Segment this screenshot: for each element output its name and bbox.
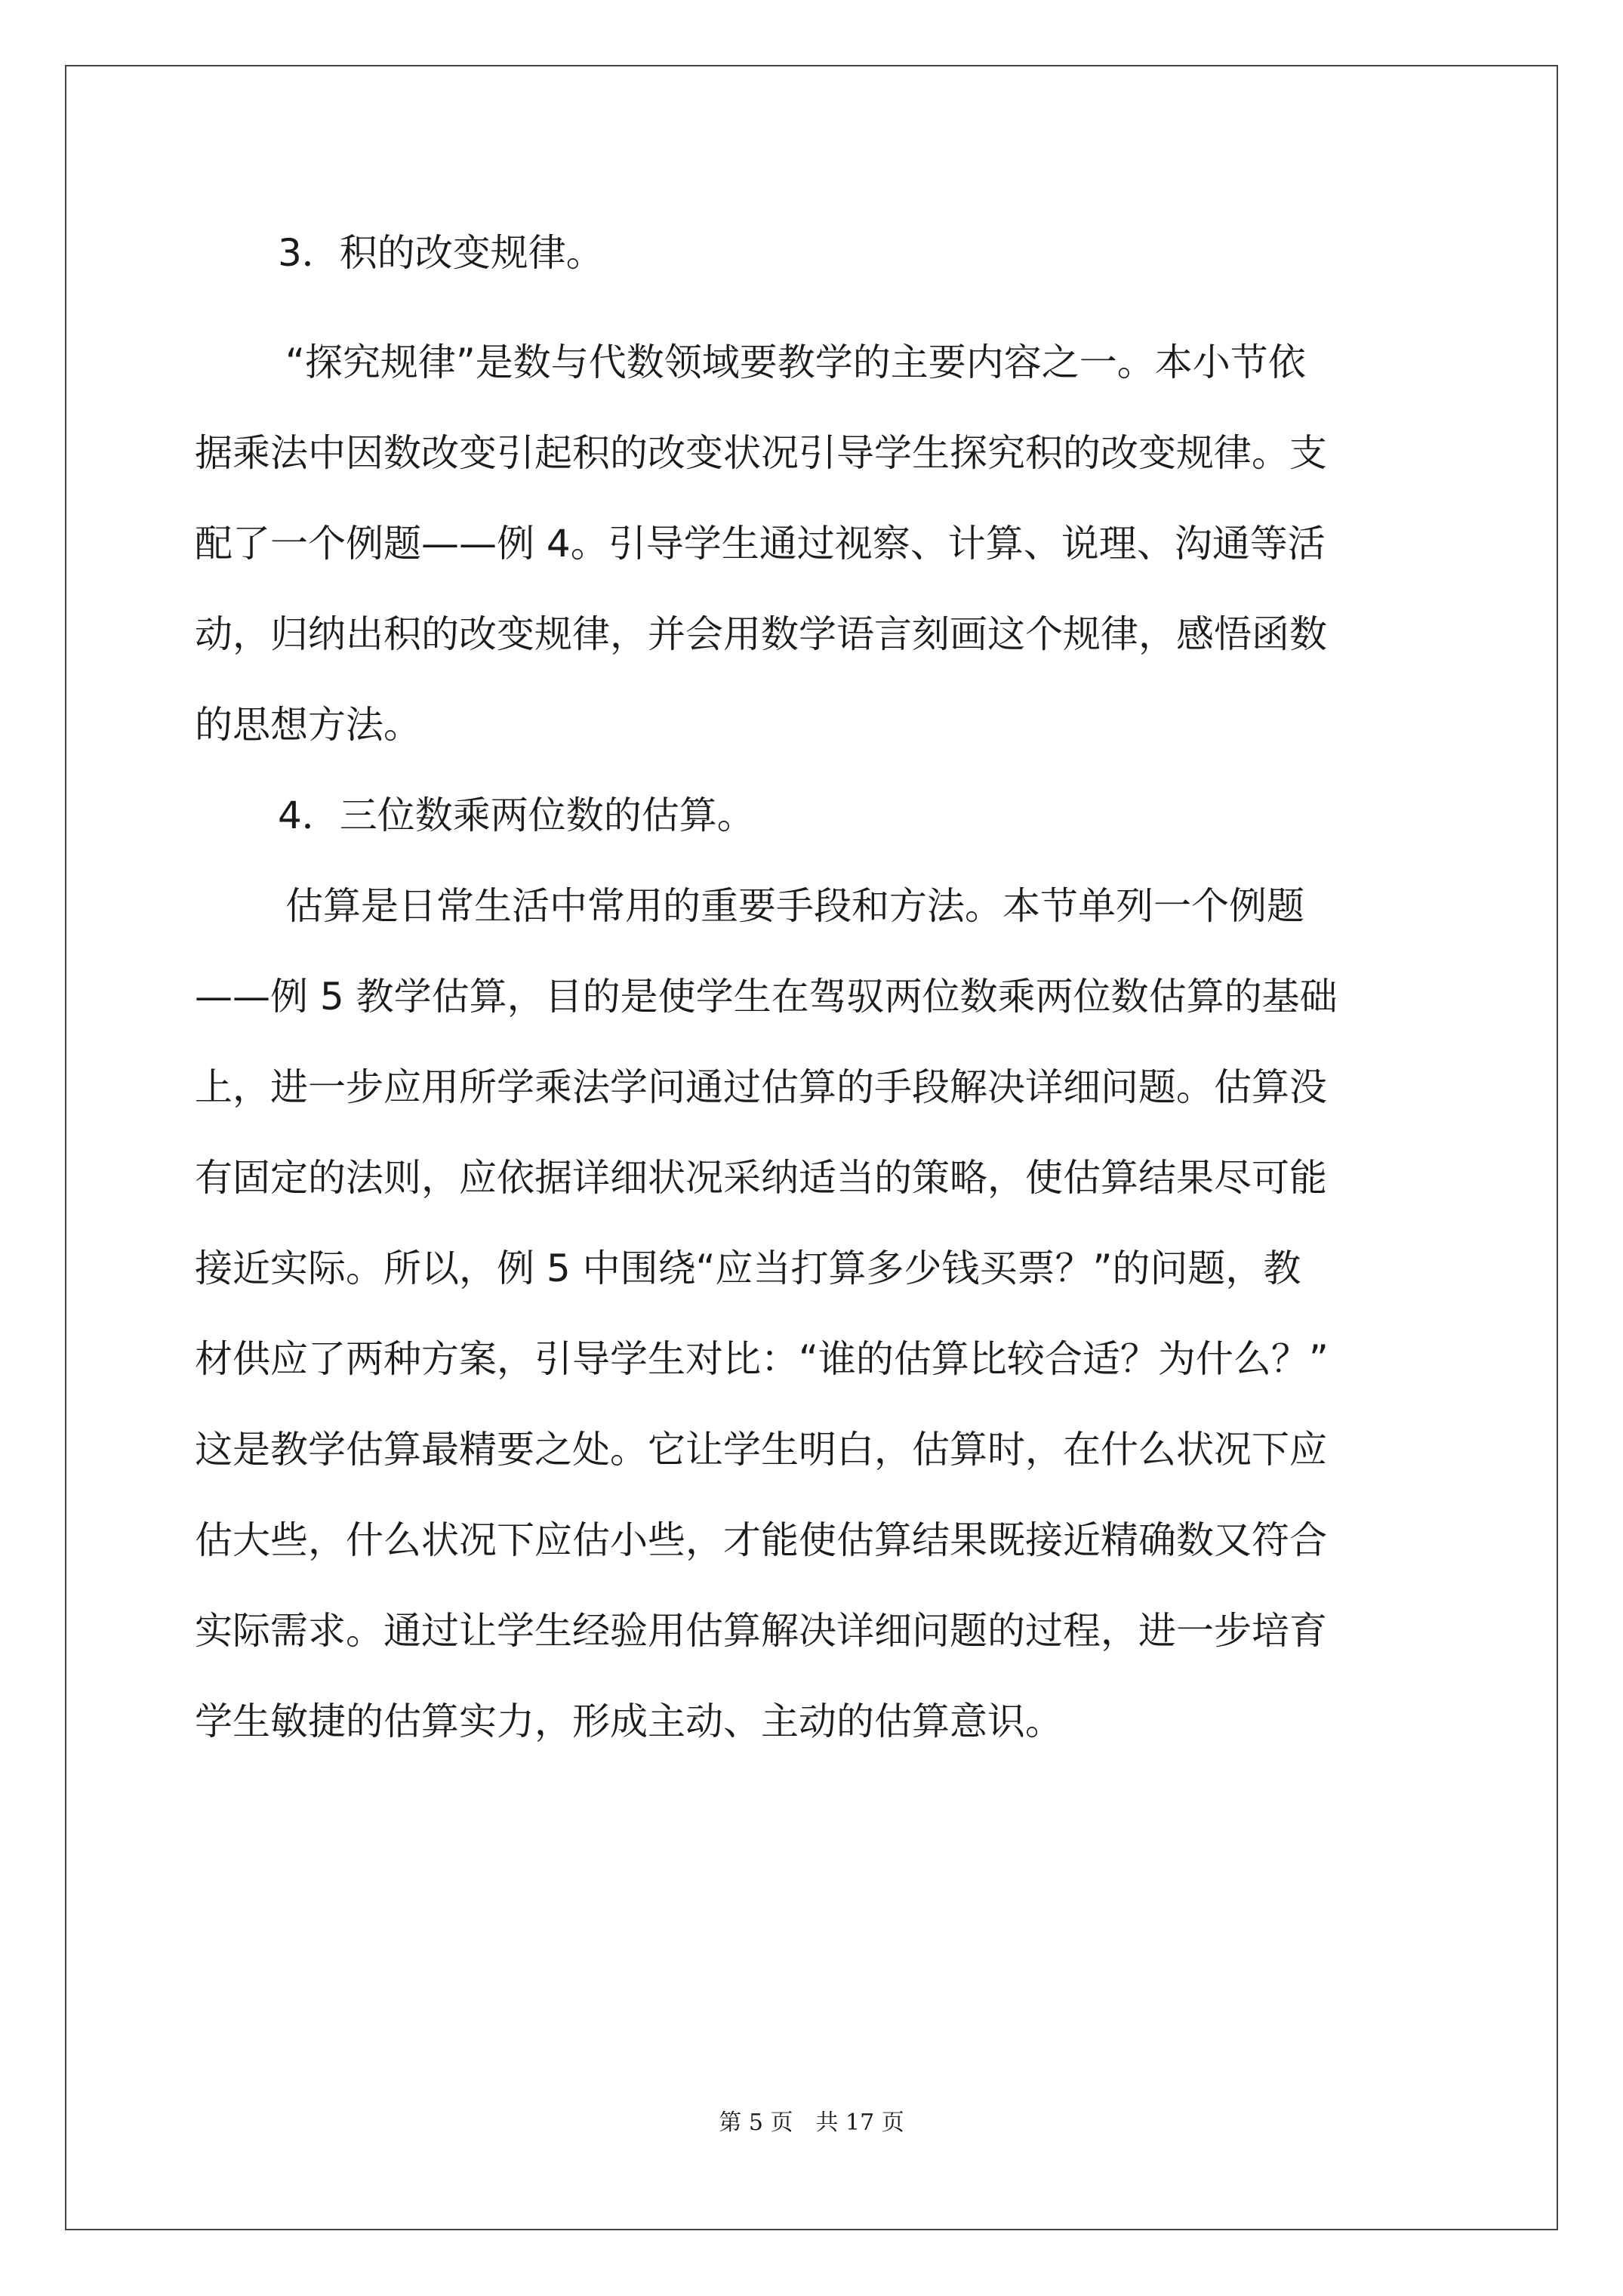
paragraph-line: 这是教学估算最精要之处。它让学生明白，估算时，在什么状况下应 [195, 1428, 1327, 1472]
paragraph-line: ——例 5 教学估算，目的是使学生在驾驭两位数乘两位数估算的基础 [195, 975, 1338, 1019]
paragraph-line: 材供应了两种方案，引导学生对比：“谁的估算比较合适？为什么？” [195, 1337, 1329, 1381]
paragraph-line: 的思想方法。 [195, 703, 421, 747]
paragraph-line: 动，归纳出积的改变规律，并会用数学语言刻画这个规律，感悟函数 [195, 612, 1327, 656]
page-number-footer: 第 5 页 共 17 页 [719, 2110, 904, 2136]
section-heading-4: 4．三位数乘两位数的估算。 [278, 794, 755, 837]
paragraph-line: 估大些，什么状况下应估小些，才能使估算结果既接近精确数又符合 [195, 1518, 1327, 1562]
page-border [65, 65, 1558, 2230]
paragraph-line: 上，进一步应用所学乘法学问通过估算的手段解决详细问题。估算没 [195, 1065, 1327, 1109]
paragraph-line: 有固定的法则，应依据详细状况采纳适当的策略，使估算结果尽可能 [195, 1156, 1327, 1200]
paragraph-line: 估算是日常生活中常用的重要手段和方法。本节单列一个例题 [285, 884, 1304, 928]
paragraph-line: 据乘法中因数改变引起积的改变状况引导学生探究积的改变规律。支 [195, 431, 1327, 475]
paragraph-line: 学生敏捷的估算实力，形成主动、主动的估算意识。 [195, 1700, 1063, 1743]
section-heading-3: 3．积的改变规律。 [278, 231, 604, 275]
paragraph-line: “探究规律”是数与代数领域要教学的主要内容之一。本小节依 [285, 341, 1306, 384]
paragraph-line: 实际需求。通过让学生经验用估算解决详细问题的过程，进一步培育 [195, 1609, 1327, 1653]
paragraph-line: 接近实际。所以，例 5 中围绕“应当打算多少钱买票？”的问题，教 [195, 1247, 1301, 1290]
paragraph-line: 配了一个例题——例 4。引导学生通过视察、计算、说理、沟通等活 [195, 522, 1326, 566]
